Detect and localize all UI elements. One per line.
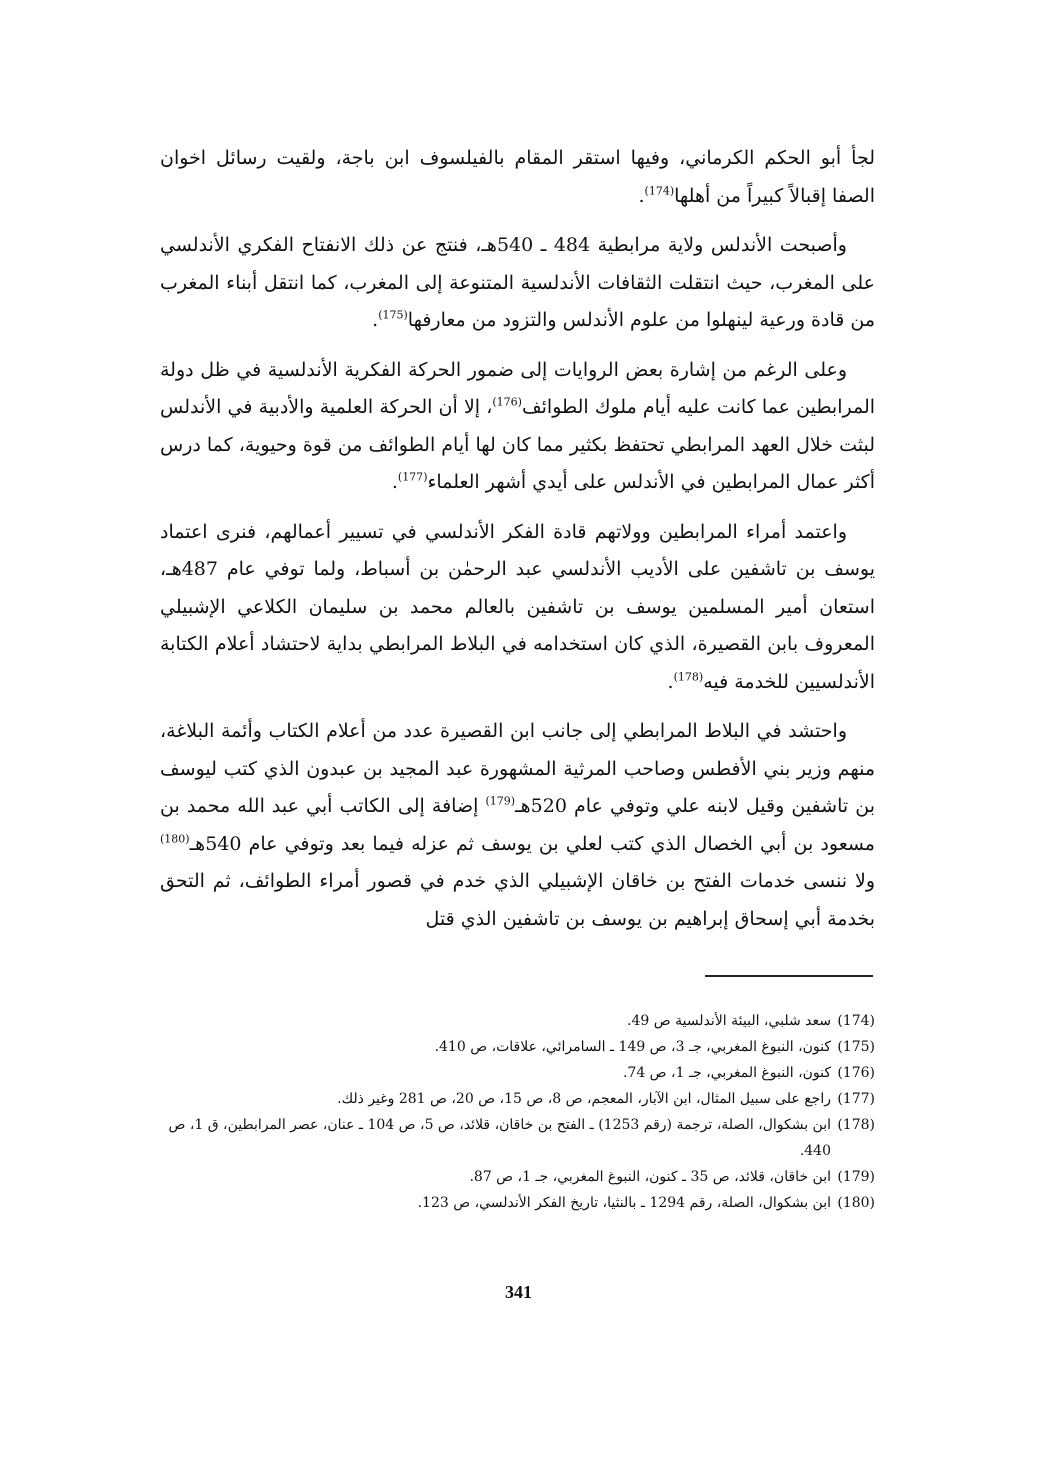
footnote-177 (160, 1086, 875, 1112)
footnote-number: (174) (837, 1013, 875, 1029)
footnote-text: سعد شلبي، البيئة الأندلسية ص 49. (626, 1013, 831, 1029)
footnote-text: ابن خاقان، قلائد، ص 35 ـ كنون، النبوغ المغربي، جـ 1، ص 87. (469, 1169, 831, 1185)
paragraph-text: . (391, 471, 398, 493)
footnote-text: كنون، النبوغ المغربي، جـ 1، ص 74. (622, 1065, 831, 1081)
footnote-divider (705, 975, 873, 977)
footnotes (160, 1008, 875, 1216)
footnote-number: (179) (837, 1169, 875, 1185)
footnote-text: راجع على سبيل المثال، ابن الآبار، المعجم، ص 8، ص 15، ص 20، ص 281 وغير ذلك. (337, 1091, 831, 1107)
footnote-180 (160, 1190, 875, 1216)
paragraph-3 (160, 352, 875, 502)
footnote-174 (160, 1008, 875, 1034)
footnote-178 (160, 1112, 875, 1164)
footnote-ref: (175) (378, 308, 408, 322)
paragraph-text: واعتمد أمراء المرابطين وولاتهم قادة الفكر الأندلسي في تسيير أعمالهم، فنرى اعتماد يوسف بن تاشفين على الأديب الأندلسي عبد الرحمٰن بن أسباط، ولما توفي عام 487هـ، استعان أمير المسلمين يوسف بن تاشفين بالعالم محمد بن سليمان الكلاعي الإشبيلي المعروف بابن القصيرة، الذي كان استخدامه في البلاط المرابطي بداية لاحتشاد أعلام الكتابة الأندلسيين للخدمة فيه (160, 520, 875, 693)
main-text (160, 140, 875, 950)
paragraph-text: ، إلا أن الحركة العلمية والأدبية في الأندلس لبثت خلال العهد المرابطي تحتفظ بكثير مما كان لها أيام الطوائف من قوة وحيوية، كما درس أكثر عمال المرابطين في الأندلس على أيدي أشهر العلماء (160, 396, 875, 493)
footnote-175 (160, 1034, 875, 1060)
paragraph-4 (160, 514, 875, 702)
footnote-ref: (178) (673, 670, 704, 684)
footnote-ref: (176) (492, 395, 522, 409)
footnote-number: (175) (837, 1039, 875, 1055)
footnote-number: (176) (837, 1065, 875, 1081)
footnote-number: (178) (837, 1117, 875, 1133)
footnote-number: (180) (837, 1195, 875, 1211)
paragraph-text: لجأ أبو الحكم الكرماني، وفيها استقر المقام بالفيلسوف ابن باجة، ولقيت رسائل اخوان الصفا إقبالاً كبيراً من أهلها (160, 147, 875, 207)
paragraph-text: وأصبحت الأندلس ولاية مرابطية 484 ـ 540هـ، فنتج عن ذلك الانفتاح الفكري الأندلسي على المغرب، حيث انتقلت الثقافات الأندلسية المتنوعة إلى المغرب، كما انتقل أبناء المغرب من قادة ورعية لينهلوا من علوم الأندلس والتزود من معارفها (160, 234, 875, 331)
footnote-text: ابن بشكوال، الصلة، رقم 1294 ـ بالنثيا، تاريخ الفكر الأندلسي، ص 123. (417, 1195, 831, 1211)
footnote-ref: (177) (397, 470, 428, 484)
footnote-179 (160, 1164, 875, 1190)
footnote-ref: (180) (160, 832, 190, 846)
footnote-ref: (179) (485, 794, 516, 808)
paragraph-text: . (638, 184, 645, 207)
paragraph-2 (160, 227, 875, 340)
paragraph-text: وعلى الرغم من إشارة بعض الروايات إلى ضمور الحركة الفكرية الأندلسية في ظل دولة المرابطين عما كانت عليه أيام ملوك الطوائف (160, 358, 876, 418)
paragraph-5 (160, 713, 875, 938)
paragraph-text: . (372, 309, 379, 331)
footnote-176 (160, 1060, 875, 1086)
footnote-number: (177) (837, 1091, 875, 1107)
paragraph-text: . (667, 670, 674, 693)
paragraph-text: واحتشد في البلاط المرابطي إلى جانب ابن القصيرة عدد من أعلام الكتاب وأئمة البلاغة، منهم وزير بني الأفطس وصاحب المرثية المشهورة عبد المجيد بن عبدون الذي كتب ليوسف بن تاشفين وقيل لابنه علي وتوفي عام 520هـ (160, 720, 875, 817)
page-number: 341 (505, 1282, 532, 1302)
paragraph-text: إضافة إلى الكاتب أبي عبد الله محمد بن مسعود بن أبي الخصال الذي كتب لعلي بن يوسف ثم عزله فيما بعد وتوفي عام 540هـ (160, 795, 875, 855)
paragraph-text: ولا ننسى خدمات الفتح بن خاقان الإشبيلي الذي خدم في قصور أمراء الطوائف، ثم التحق بخدمة أبي إسحاق إبراهيم بن يوسف بن تاشفين الذي قتل (160, 870, 875, 930)
paragraph-1 (160, 140, 875, 215)
footnote-text: ابن بشكوال، الصلة، ترجمة (رقم 1253) ـ الفتح بن خاقان، قلائد، ص 5، ص 104 ـ عنان، عصر المرابطين، ق 1، ص 440. (168, 1117, 831, 1159)
footnote-ref: (174) (644, 184, 675, 198)
footnote-text: كنون، النبوغ المغربي، جـ 3، ص 149 ـ السامرائي، علاقات، ص 410. (434, 1039, 831, 1055)
